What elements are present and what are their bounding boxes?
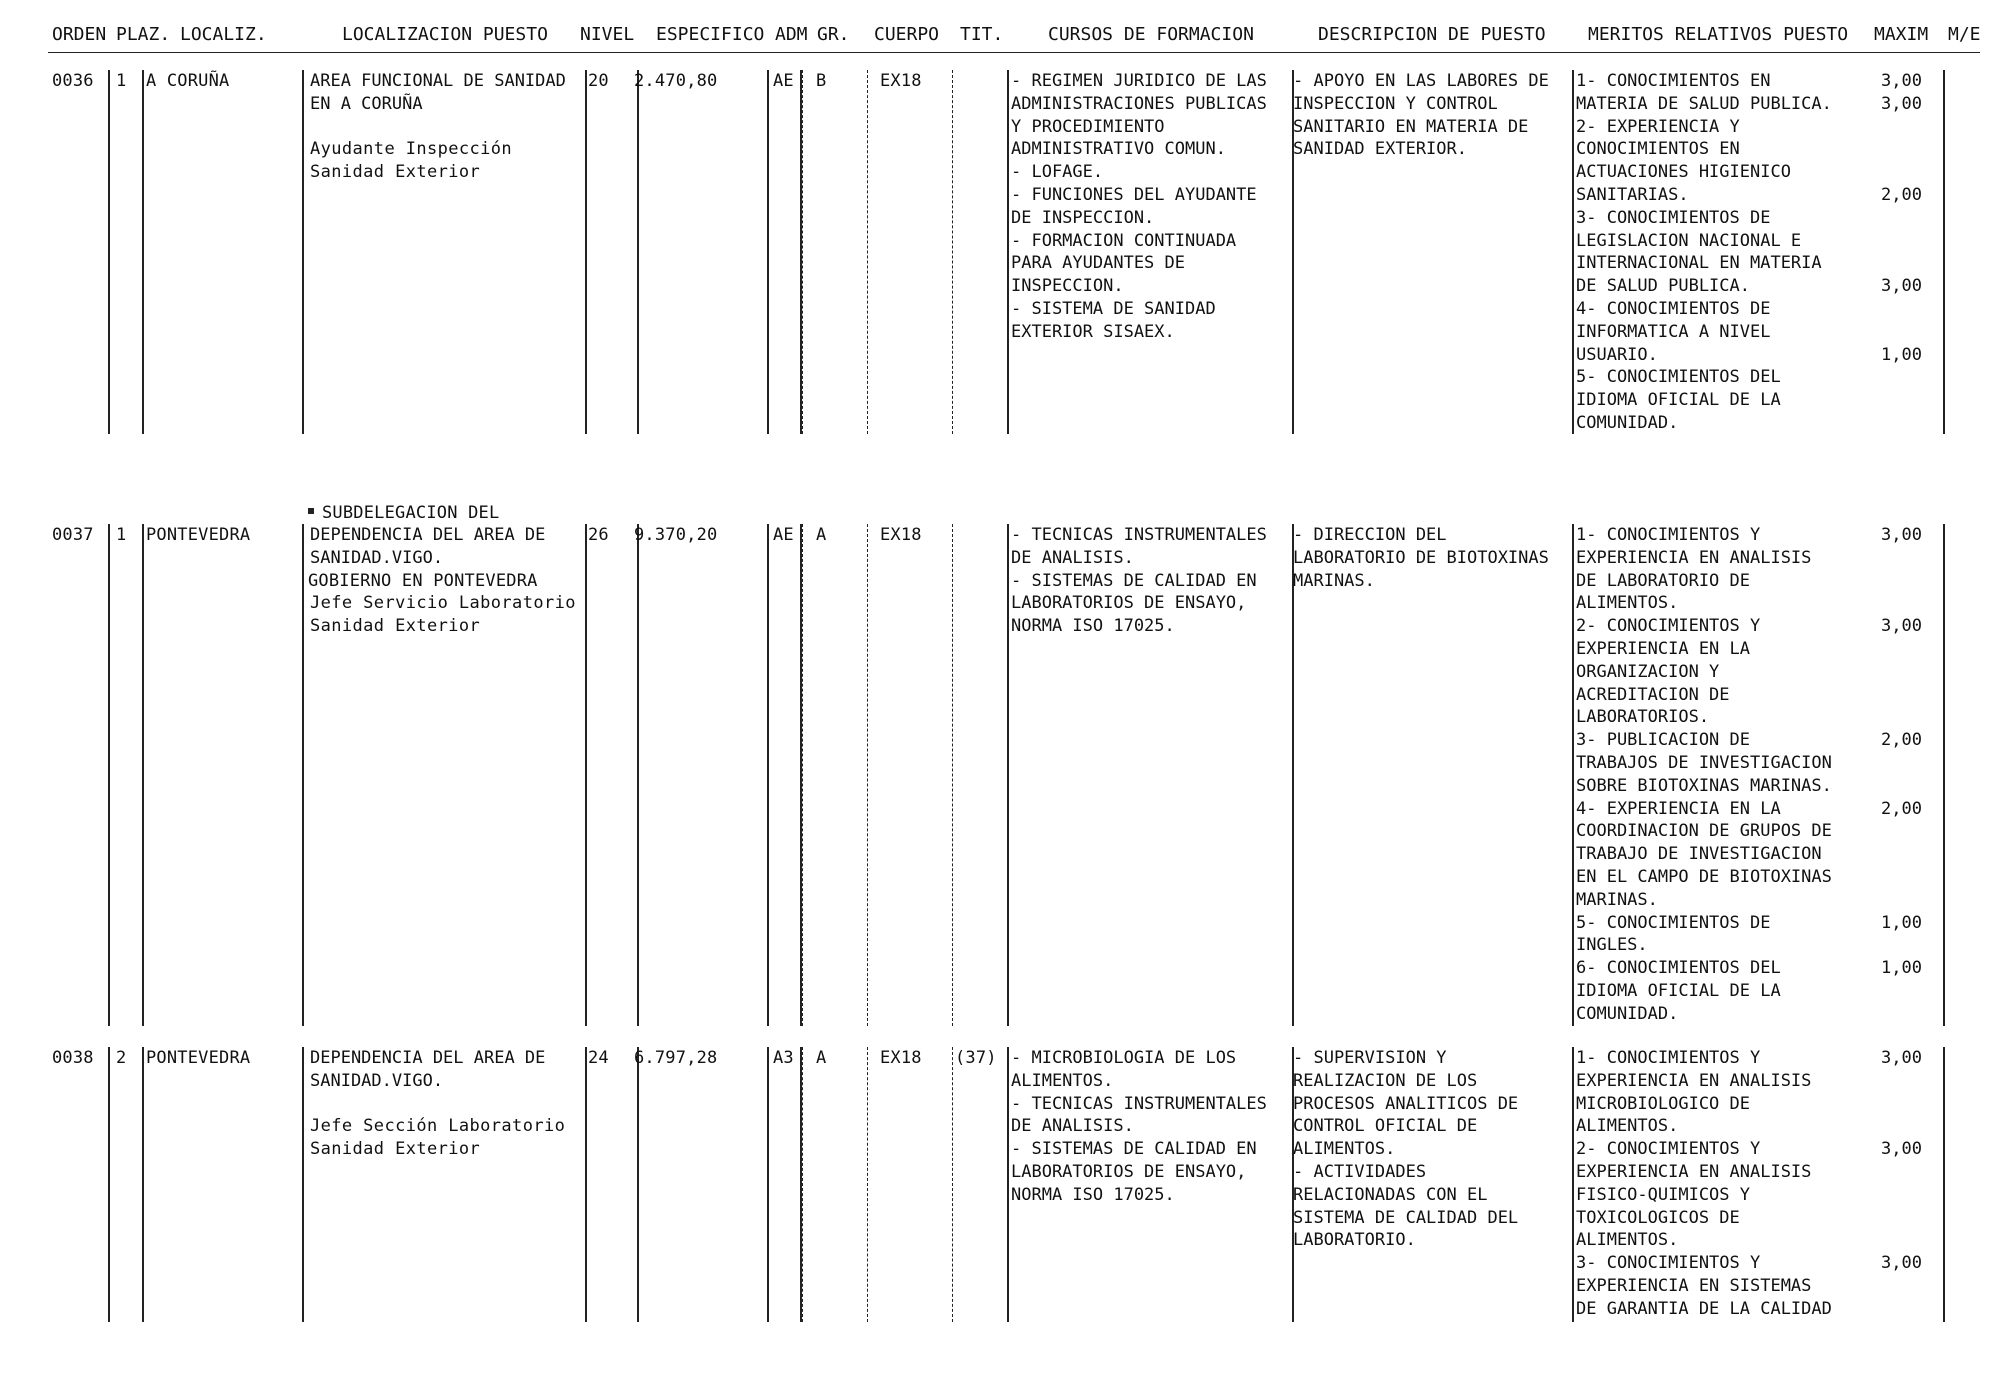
unidad-line: SANIDAD.VIGO. [310, 1070, 444, 1091]
cell-meritos-line: 5- CONOCIMIENTOS DE [1576, 912, 1771, 933]
cell-cursos-line: - SISTEMAS DE CALIDAD EN [1011, 570, 1257, 591]
cell-cuerpo: EX18 [880, 71, 922, 91]
column-rule [1007, 1047, 1009, 1322]
cell-descripcion-line: MARINAS. [1293, 570, 1375, 591]
header-maxim: MAXIM [1874, 24, 1929, 45]
cell-meritos-line: COMUNIDAD. [1576, 412, 1679, 433]
header-meritos: MERITOS RELATIVOS PUESTO [1588, 24, 1849, 45]
column-rule [637, 1047, 639, 1322]
header-cuerpo: CUERPO [874, 24, 940, 45]
cell-meritos-line: DE LABORATORIO DE [1576, 570, 1750, 591]
cell-meritos-line: TRABAJOS DE INVESTIGACION [1576, 752, 1832, 773]
cell-meritos-line: INTERNACIONAL EN MATERIA [1576, 253, 1822, 274]
cell-cursos-line: LABORATORIOS DE ENSAYO, [1011, 1161, 1247, 1182]
cell-cursos-line: - REGIMEN JURIDICO DE LAS [1011, 71, 1267, 91]
cell-meritos-line: 3- CONOCIMIENTOS Y [1576, 1253, 1761, 1274]
cell-descripcion-line: - APOYO EN LAS LABORES DE [1293, 71, 1549, 91]
header-gr: GR. [817, 24, 850, 45]
cell-meritos-line: IDIOMA OFICIAL DE LA [1576, 980, 1781, 1001]
header-nivel: NIVEL [580, 24, 635, 45]
cell-cursos-line: INSPECCION. [1011, 276, 1124, 297]
cell-cursos-line: DE ANALISIS. [1011, 1116, 1134, 1137]
cell-localiz: PONTEVEDRA [146, 1048, 251, 1068]
bullet-icon [308, 508, 314, 514]
column-rule [302, 70, 304, 434]
cell-meritos-line: USUARIO. [1576, 344, 1658, 365]
column-rule [1943, 524, 1945, 1026]
cell-orden: 0038 [52, 1048, 94, 1068]
cell-meritos-line: COORDINACION DE GRUPOS DE [1576, 821, 1832, 842]
unidad-line: AREA FUNCIONAL DE SANIDAD [310, 71, 566, 91]
column-rule [142, 524, 144, 1026]
cell-meritos-line: ALIMENTOS. [1576, 593, 1679, 614]
cell-localizacion-puesto [310, 1047, 565, 1161]
cell-cursos [1011, 70, 1267, 344]
cell-cuerpo: EX18 [880, 525, 922, 545]
cell-cursos-line: - MICROBIOLOGIA DE LOS [1011, 1048, 1237, 1068]
cell-especifico: 6.797,28 [634, 1048, 718, 1068]
cell-descripcion-line: SISTEMA DE CALIDAD DEL [1293, 1207, 1519, 1228]
column-rule-dashed [952, 1047, 953, 1322]
cell-descripcion-line: LABORATORIO. [1293, 1230, 1416, 1251]
cell-gr: B [816, 71, 827, 91]
unidad-line: SANIDAD.VIGO. [310, 547, 444, 568]
cell-orden: 0037 [52, 525, 94, 545]
column-rule [108, 70, 110, 434]
column-rule-dashed [867, 1047, 868, 1322]
cell-cursos-line: DE INSPECCION. [1011, 207, 1155, 228]
column-rule [585, 70, 587, 434]
cell-meritos-line: ACREDITACION DE [1576, 684, 1730, 705]
column-rule-dashed [802, 1047, 803, 1322]
cell-meritos-line: EXPERIENCIA EN ANALISIS [1576, 1161, 1812, 1182]
cell-meritos-line: EN EL CAMPO DE BIOTOXINAS [1576, 866, 1832, 887]
cell-meritos-line: INGLES. [1576, 935, 1648, 956]
cell-cursos-line: ALIMENTOS. [1011, 1070, 1114, 1091]
cell-cursos-line: EXTERIOR SISAEX. [1011, 321, 1175, 342]
cell-cursos-line: - TECNICAS INSTRUMENTALES [1011, 1093, 1267, 1114]
cell-meritos-line: DE GARANTIA DE LA CALIDAD [1576, 1298, 1832, 1319]
cell-nivel: 26 [588, 525, 609, 545]
cell-meritos-line: 2- EXPERIENCIA Y [1576, 116, 1740, 137]
cell-descripcion [1293, 524, 1549, 592]
column-rule [108, 1047, 110, 1322]
cell-plaz: 1 [116, 525, 127, 545]
column-rule [767, 70, 769, 434]
cell-adm: A3 [773, 1048, 794, 1068]
cell-cursos-line: PARA AYUDANTES DE [1011, 253, 1185, 274]
header-me: M/E [1948, 24, 1981, 45]
cell-meritos-line: EXPERIENCIA EN ANALISIS [1576, 547, 1812, 568]
column-rule [142, 70, 144, 434]
column-rule-dashed [802, 70, 803, 434]
column-rule [1007, 524, 1009, 1026]
cell-maxim: 2,00 [1881, 730, 1922, 751]
cell-cursos-line: - FUNCIONES DEL AYUDANTE [1011, 184, 1257, 205]
cell-gr: A [816, 1048, 827, 1068]
cell-cursos-line: - FORMACION CONTINUADA [1011, 230, 1237, 251]
header-descripcion: DESCRIPCION DE PUESTO [1318, 24, 1546, 45]
cell-descripcion-line: - DIRECCION DEL [1293, 525, 1447, 545]
spacer-line [310, 1093, 565, 1116]
column-rule [302, 524, 304, 1026]
column-rule [767, 1047, 769, 1322]
cell-meritos-line: 1- CONOCIMIENTOS Y [1576, 525, 1761, 545]
column-rule [767, 524, 769, 1026]
cell-meritos [1576, 524, 1832, 1026]
puesto-line: Sanidad Exterior [310, 616, 481, 637]
cell-especifico: 9.370,20 [634, 525, 718, 545]
cell-meritos-line: ALIMENTOS. [1576, 1116, 1679, 1137]
cell-cursos-line: DE ANALISIS. [1011, 547, 1134, 568]
subheading-line-2: GOBIERNO EN PONTEVEDRA [308, 570, 538, 591]
cell-meritos-line: LEGISLACION NACIONAL E [1576, 230, 1802, 251]
cell-meritos-line: 3- PUBLICACION DE [1576, 730, 1750, 751]
cell-descripcion-line: SANITARIO EN MATERIA DE [1293, 116, 1529, 137]
header-localizacion-puesto: LOCALIZACION PUESTO [342, 24, 548, 45]
column-rule [637, 70, 639, 434]
cell-meritos-line: SANITARIAS. [1576, 184, 1689, 205]
column-rule-dashed [867, 524, 868, 1026]
cell-descripcion-line: PROCESOS ANALITICOS DE [1293, 1093, 1519, 1114]
cell-meritos-line: LABORATORIOS. [1576, 707, 1710, 728]
column-rule-dashed [867, 70, 868, 434]
cell-nivel: 24 [588, 1048, 609, 1068]
column-rule [1572, 70, 1574, 434]
cell-maxim: 3,00 [1881, 71, 1922, 91]
cell-meritos-line: TRABAJO DE INVESTIGACION [1576, 844, 1822, 865]
column-rule [585, 1047, 587, 1322]
cell-meritos-line: ACTUACIONES HIGIENICO [1576, 162, 1791, 183]
cell-cursos-line: - SISTEMAS DE CALIDAD EN [1011, 1139, 1257, 1160]
puesto-line: Jefe Servicio Laboratorio [310, 593, 576, 614]
cell-maxim: 3,00 [1881, 1139, 1922, 1160]
cell-descripcion-line: LABORATORIO DE BIOTOXINAS [1293, 547, 1549, 568]
cell-descripcion-line: - SUPERVISION Y [1293, 1048, 1447, 1068]
cell-meritos [1576, 1047, 1832, 1321]
cell-meritos-line: COMUNIDAD. [1576, 1003, 1679, 1024]
unidad-line: DEPENDENCIA DEL AREA DE [310, 1048, 546, 1068]
cell-cursos [1011, 1047, 1267, 1207]
puesto-line: Jefe Sección Laboratorio [310, 1116, 566, 1137]
cell-maxim: 3,00 [1881, 1253, 1922, 1274]
cell-maxim: 3,00 [1881, 525, 1922, 545]
cell-meritos-line: 3- CONOCIMIENTOS DE [1576, 207, 1771, 228]
column-rule [302, 1047, 304, 1322]
cell-meritos-line: 4- CONOCIMIENTOS DE [1576, 298, 1771, 319]
column-rule [1943, 1047, 1945, 1322]
column-rule [1292, 524, 1294, 1026]
cell-cursos-line: NORMA ISO 17025. [1011, 616, 1175, 637]
cell-plaz: 1 [116, 71, 127, 91]
cell-meritos-line: 1- CONOCIMIENTOS EN [1576, 71, 1771, 91]
cell-cursos-line: - SISTEMA DE SANIDAD [1011, 298, 1216, 319]
cell-cursos-line: LABORATORIOS DE ENSAYO, [1011, 593, 1247, 614]
cell-meritos-line: CONOCIMIENTOS EN [1576, 139, 1740, 160]
cell-cursos-line: - LOFAGE. [1011, 162, 1104, 183]
column-rule [1572, 1047, 1574, 1322]
column-rule [1007, 70, 1009, 434]
cell-localizacion-puesto [310, 70, 566, 184]
cell-orden: 0036 [52, 71, 94, 91]
cell-meritos-line: EXPERIENCIA EN LA [1576, 638, 1750, 659]
column-rule [637, 524, 639, 1026]
cell-tit: (37) [955, 1048, 997, 1068]
header-plaz: PLAZ. [116, 24, 171, 45]
header-adm: ADM [775, 24, 808, 45]
cell-descripcion-line: - ACTIVIDADES [1293, 1161, 1427, 1182]
cell-plaz: 2 [116, 1048, 127, 1068]
cell-descripcion-line: CONTROL OFICIAL DE [1293, 1116, 1478, 1137]
cell-maxim: 3,00 [1881, 93, 1922, 114]
puesto-line: Sanidad Exterior [310, 1139, 481, 1160]
cell-meritos-line: 6- CONOCIMIENTOS DEL [1576, 958, 1781, 979]
cell-nivel: 20 [588, 71, 609, 91]
column-rule-dashed [952, 70, 953, 434]
header-tit: TIT. [960, 24, 1004, 45]
cell-maxim: 1,00 [1881, 958, 1922, 979]
cell-descripcion-line: ALIMENTOS. [1293, 1139, 1396, 1160]
header-orden: ORDEN [52, 24, 107, 45]
column-rule [108, 524, 110, 1026]
cell-meritos-line: MATERIA DE SALUD PUBLICA. [1576, 93, 1832, 114]
cell-descripcion-line: RELACIONADAS CON EL [1293, 1184, 1488, 1205]
header-rule [48, 52, 1980, 53]
cell-cuerpo: EX18 [880, 1048, 922, 1068]
cell-adm: AE [773, 71, 794, 91]
cell-maxim: 2,00 [1881, 185, 1922, 205]
cell-descripcion-line: SANIDAD EXTERIOR. [1293, 139, 1467, 160]
cell-meritos-line: EXPERIENCIA EN SISTEMAS [1576, 1275, 1812, 1296]
cell-meritos-line: ORGANIZACION Y [1576, 661, 1720, 682]
cell-gr: A [816, 525, 827, 545]
cell-meritos-line: 2- CONOCIMIENTOS Y [1576, 616, 1761, 637]
subheading-line-1: SUBDELEGACION DEL [322, 502, 500, 523]
cell-maxim: 3,00 [1881, 1048, 1922, 1068]
puesto-line: Sanidad Exterior [310, 162, 481, 183]
cell-meritos-line: SOBRE BIOTOXINAS MARINAS. [1576, 775, 1832, 796]
subheading [308, 456, 538, 616]
cell-meritos-line: 5- CONOCIMIENTOS DEL [1576, 367, 1781, 388]
cell-meritos-line: 4- EXPERIENCIA EN LA [1576, 798, 1781, 819]
cell-cursos-line: ADMINISTRACIONES PUBLICAS [1011, 93, 1267, 114]
cell-meritos-line: INFORMATICA A NIVEL [1576, 321, 1771, 342]
cell-descripcion-line: REALIZACION DE LOS [1293, 1070, 1478, 1091]
cell-meritos-line: EXPERIENCIA EN ANALISIS [1576, 1070, 1812, 1091]
cell-maxim: 2,00 [1881, 798, 1922, 819]
cell-meritos-line: ALIMENTOS. [1576, 1230, 1679, 1251]
unidad-line: DEPENDENCIA DEL AREA DE [310, 525, 546, 545]
header-localiz: LOCALIZ. [180, 24, 267, 45]
column-rule [585, 524, 587, 1026]
cell-maxim: 1,00 [1881, 344, 1922, 365]
cell-cursos-line: - TECNICAS INSTRUMENTALES [1011, 525, 1267, 545]
cell-cursos-line: NORMA ISO 17025. [1011, 1184, 1175, 1205]
column-rule-dashed [952, 524, 953, 1026]
cell-localiz: PONTEVEDRA [146, 525, 251, 545]
column-rule [142, 1047, 144, 1322]
spacer-line [310, 116, 566, 139]
cell-meritos-line: MICROBIOLOGICO DE [1576, 1093, 1750, 1114]
cell-especifico: 2.470,80 [634, 71, 718, 91]
cell-cursos-line: ADMINISTRATIVO COMUN. [1011, 139, 1226, 160]
column-rule-dashed [802, 524, 803, 1026]
cell-descripcion [1293, 70, 1549, 161]
column-rule [1572, 524, 1574, 1026]
cell-meritos-line: FISICO-QUIMICOS Y [1576, 1184, 1750, 1205]
cell-cursos-line: Y PROCEDIMIENTO [1011, 116, 1165, 137]
unidad-line: EN A CORUÑA [310, 93, 423, 114]
cell-meritos [1576, 70, 1832, 435]
cell-maxim: 3,00 [1881, 276, 1922, 297]
cell-meritos-line: IDIOMA OFICIAL DE LA [1576, 390, 1781, 411]
cell-meritos-line: 2- CONOCIMIENTOS Y [1576, 1139, 1761, 1160]
cell-maxim: 3,00 [1881, 616, 1922, 637]
cell-cursos [1011, 524, 1267, 638]
column-rule [1943, 70, 1945, 434]
cell-meritos-line: MARINAS. [1576, 889, 1658, 910]
cell-descripcion-line: INSPECCION Y CONTROL [1293, 93, 1498, 114]
cell-maxim: 1,00 [1881, 912, 1922, 933]
cell-meritos-line: TOXICOLOGICOS DE [1576, 1207, 1740, 1228]
header-especifico: ESPECIFICO [656, 24, 765, 45]
puesto-line: Ayudante Inspección [310, 139, 513, 160]
cell-localiz: A CORUÑA [146, 71, 230, 91]
cell-adm: AE [773, 525, 794, 545]
header-cursos: CURSOS DE FORMACION [1048, 24, 1254, 45]
cell-meritos-line: 1- CONOCIMIENTOS Y [1576, 1048, 1761, 1068]
cell-meritos-line: DE SALUD PUBLICA. [1576, 276, 1750, 297]
cell-descripcion [1293, 1047, 1518, 1252]
